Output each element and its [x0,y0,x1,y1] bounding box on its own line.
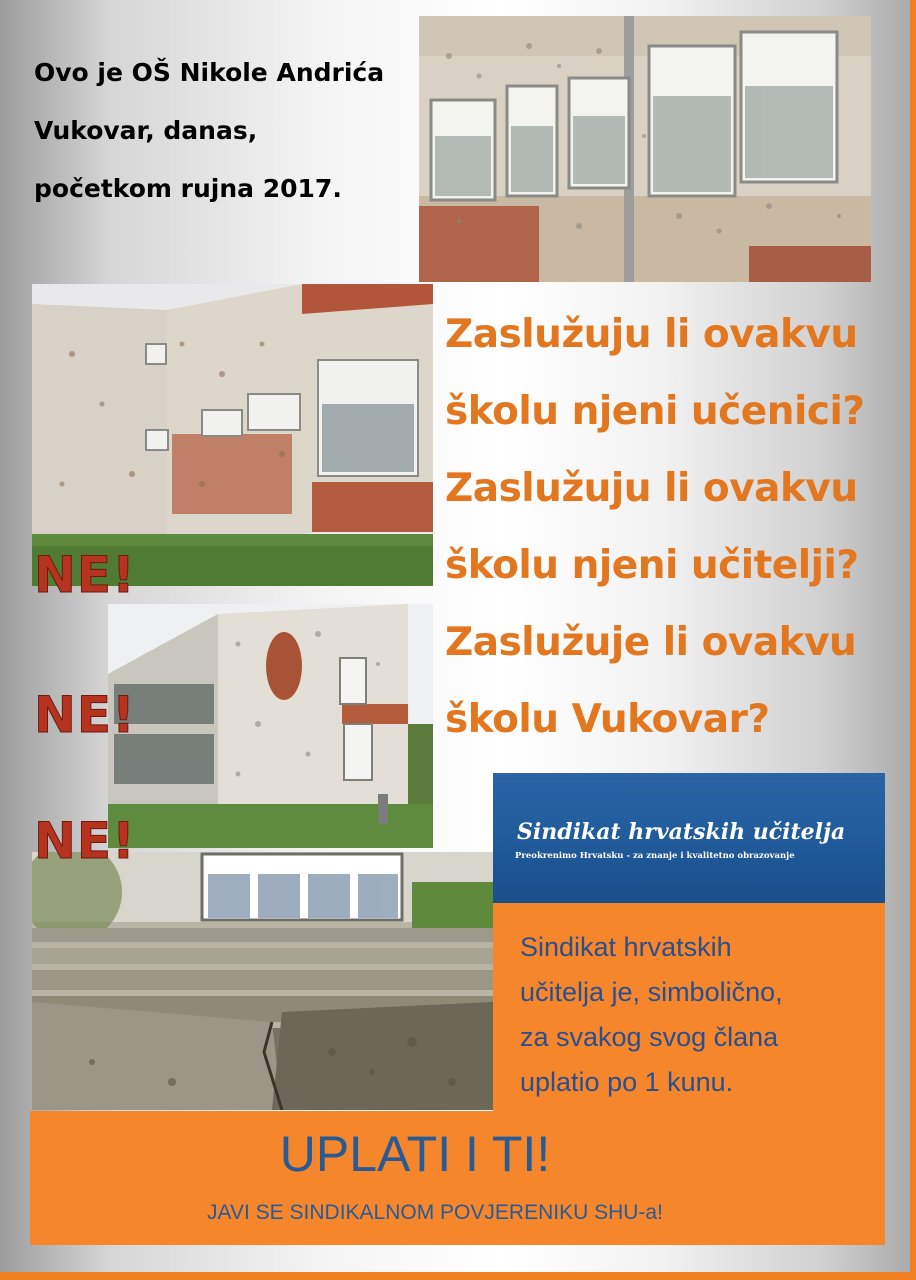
info-line-4: uplatio po 1 kunu. [520,1067,734,1097]
question-line-1: Zaslužuju li ovakvu [445,312,858,357]
cracked-stairs-photo [32,852,493,1110]
answer-ne-1: NE! [34,546,136,604]
answer-ne-2: NE! [34,686,136,744]
info-text [520,925,880,1105]
orange-frame-bottom [0,1272,916,1280]
cta-title: UPLATI I TI! [279,1126,551,1182]
union-logo-subtitle: Preokrenimo Hrvatsku - za znanje i kvalitetno obrazovanje [515,851,795,861]
question-line-2: školu njeni učenici? [445,389,865,434]
info-line-1: Sindikat hrvatskih [520,932,732,962]
intro-text [34,44,414,218]
school-side-brick-patch-photo [108,604,433,848]
union-logo-banner [493,773,885,903]
answer-ne-3: NE! [34,812,136,870]
question-line-6: školu Vukovar? [445,697,770,742]
union-logo-title: Sindikat hrvatskih učitelja [517,819,846,845]
question-line-4: školu njeni učitelji? [445,543,859,588]
info-line-3: za svakog svog člana [520,1022,779,1052]
info-line-2: učitelja je, simbolično, [520,977,783,1007]
intro-line-1: Ovo je OŠ Nikole Andrića [34,58,385,87]
intro-line-2: Vukovar, danas, [34,116,258,145]
question-line-5: Zaslužuje li ovakvu [445,620,857,665]
call-to-action-box [30,1111,885,1245]
orange-frame-right [910,0,916,1280]
questions-block [445,296,895,758]
info-box [493,903,885,1115]
school-corner-damaged-photo [32,284,433,586]
school-facade-windows-photo [419,16,871,282]
intro-line-3: početkom rujna 2017. [34,174,342,203]
cta-subtitle: JAVI SE SINDIKALNOM POVJERENIKU SHU-a! [207,1201,663,1224]
question-line-3: Zaslužuju li ovakvu [445,466,858,511]
